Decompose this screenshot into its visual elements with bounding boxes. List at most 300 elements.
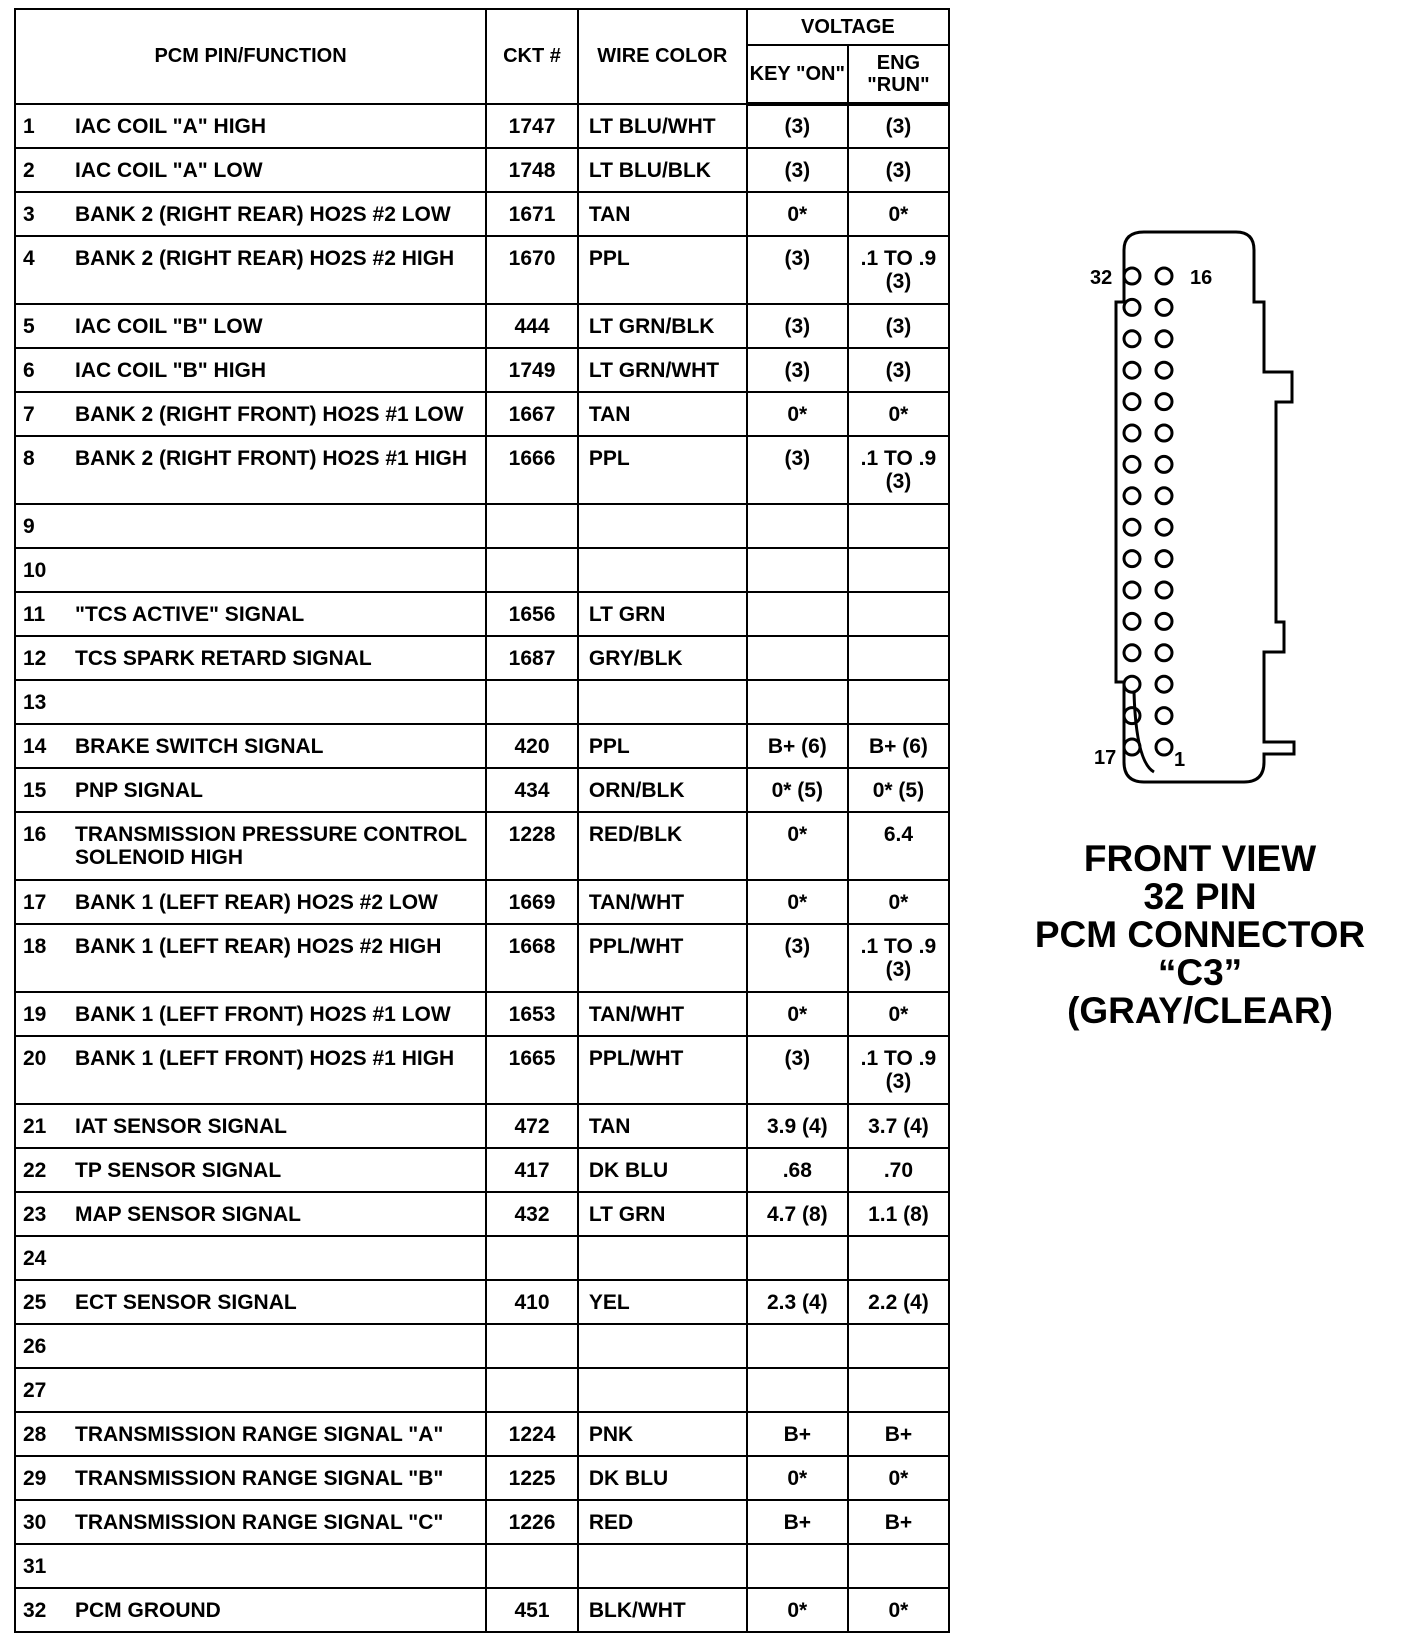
voltage-key-on: (3) xyxy=(747,436,848,504)
pin-table xyxy=(14,8,950,1633)
wire-color xyxy=(578,1236,747,1280)
pin-function: PCM GROUND xyxy=(75,1598,221,1622)
wire-color: TAN/WHT xyxy=(578,992,747,1036)
pin-number: 19 xyxy=(23,1002,47,1026)
pin-hole xyxy=(1156,613,1172,629)
voltage-eng-run: (3) xyxy=(848,348,949,392)
table-row xyxy=(15,304,949,348)
voltage-key-on: (3) xyxy=(747,304,848,348)
table-row xyxy=(15,236,949,304)
voltage-eng-run: 2.2 (4) xyxy=(848,1280,949,1324)
pin-label-1: 1 xyxy=(1174,749,1186,771)
voltage-key-on xyxy=(747,636,848,680)
circuit-number: 1225 xyxy=(486,1456,578,1500)
circuit-number: 1747 xyxy=(486,104,578,148)
pin-hole xyxy=(1124,394,1140,410)
pin-hole xyxy=(1124,268,1140,284)
pin-function: TRANSMISSION PRESSURE CONTROL SOLENOID HIGH xyxy=(75,823,467,869)
voltage-key-on: (3) xyxy=(747,104,848,148)
pin-number: 30 xyxy=(23,1510,47,1534)
pin-number: 22 xyxy=(23,1158,47,1182)
wire-color: LT BLU/BLK xyxy=(578,148,747,192)
pin-hole xyxy=(1156,582,1172,598)
voltage-key-on: (3) xyxy=(747,924,848,992)
pin-hole xyxy=(1156,362,1172,378)
circuit-number: 1668 xyxy=(486,924,578,992)
pin-cell xyxy=(15,636,486,680)
voltage-eng-run: 0* xyxy=(848,192,949,236)
voltage-eng-run xyxy=(848,636,949,680)
pin-number: 28 xyxy=(23,1422,47,1446)
wire-color: PPL/WHT xyxy=(578,1036,747,1104)
pin-hole xyxy=(1156,519,1172,535)
pin-number: 18 xyxy=(23,935,47,958)
table-row xyxy=(15,1544,949,1588)
table-row xyxy=(15,724,949,768)
table-row xyxy=(15,1588,949,1632)
pin-number: 20 xyxy=(23,1047,47,1070)
pin-number: 4 xyxy=(23,247,35,270)
wire-color xyxy=(578,1544,747,1588)
pin-number: 16 xyxy=(23,823,47,846)
pin-function: TRANSMISSION RANGE SIGNAL "A" xyxy=(75,1422,444,1446)
pin-cell xyxy=(15,192,486,236)
circuit-number: 1666 xyxy=(486,436,578,504)
voltage-eng-run: 3.7 (4) xyxy=(848,1104,949,1148)
table-row xyxy=(15,592,949,636)
circuit-number: 420 xyxy=(486,724,578,768)
pin-cell xyxy=(15,1544,486,1588)
voltage-key-on xyxy=(747,1544,848,1588)
pin-cell xyxy=(15,104,486,148)
pin-number: 23 xyxy=(23,1202,47,1226)
voltage-key-on: 0* xyxy=(747,880,848,924)
wire-color: TAN/WHT xyxy=(578,880,747,924)
connector-title-line: PCM CONNECTOR xyxy=(1034,914,1366,955)
table-row xyxy=(15,1412,949,1456)
pin-cell xyxy=(15,1280,486,1324)
circuit-number: 1670 xyxy=(486,236,578,304)
wire-color: LT BLU/WHT xyxy=(578,104,747,148)
wire-color xyxy=(578,548,747,592)
circuit-number: 410 xyxy=(486,1280,578,1324)
wire-color xyxy=(578,1324,747,1368)
voltage-key-on: .68 xyxy=(747,1148,848,1192)
pin-number: 29 xyxy=(23,1466,47,1490)
pin-number: 15 xyxy=(23,778,47,802)
pin-hole xyxy=(1156,708,1172,724)
circuit-number: 1749 xyxy=(486,348,578,392)
voltage-key-on: 2.3 (4) xyxy=(747,1280,848,1324)
wire-color: TAN xyxy=(578,392,747,436)
voltage-eng-run: 0* xyxy=(848,992,949,1036)
circuit-number xyxy=(486,504,578,548)
table-row xyxy=(15,392,949,436)
table-row xyxy=(15,636,949,680)
voltage-eng-run: .70 xyxy=(848,1148,949,1192)
pin-function: BRAKE SWITCH SIGNAL xyxy=(75,734,324,758)
voltage-eng-run: .1 TO .9 (3) xyxy=(848,436,949,504)
voltage-key-on xyxy=(747,548,848,592)
circuit-number: 434 xyxy=(486,768,578,812)
table-row xyxy=(15,436,949,504)
voltage-key-on xyxy=(747,592,848,636)
pin-function: BANK 1 (LEFT FRONT) HO2S #1 HIGH xyxy=(75,1047,455,1070)
pin-number: 6 xyxy=(23,358,35,382)
wire-color: LT GRN xyxy=(578,1192,747,1236)
circuit-number: 432 xyxy=(486,1192,578,1236)
circuit-number: 1653 xyxy=(486,992,578,1036)
voltage-key-on: (3) xyxy=(747,236,848,304)
pin-number: 2 xyxy=(23,158,35,182)
pin-cell xyxy=(15,236,486,304)
pin-cell xyxy=(15,504,486,548)
connector-title-line: “C3” xyxy=(1157,952,1243,993)
voltage-eng-run: B+ xyxy=(848,1500,949,1544)
pin-cell xyxy=(15,1500,486,1544)
circuit-number: 472 xyxy=(486,1104,578,1148)
voltage-key-on xyxy=(747,1236,848,1280)
pin-function: TRANSMISSION RANGE SIGNAL "B" xyxy=(75,1466,444,1490)
pin-number: 10 xyxy=(23,558,47,582)
pin-number: 7 xyxy=(23,402,35,426)
header-key-on: KEY "ON" xyxy=(747,45,848,104)
pin-number: 9 xyxy=(23,514,35,538)
pin-number: 25 xyxy=(23,1290,47,1314)
voltage-eng-run: 1.1 (8) xyxy=(848,1192,949,1236)
voltage-key-on: 3.9 (4) xyxy=(747,1104,848,1148)
table-row xyxy=(15,548,949,592)
pin-hole xyxy=(1156,739,1172,755)
voltage-key-on: B+ xyxy=(747,1412,848,1456)
pin-cell xyxy=(15,768,486,812)
voltage-eng-run: B+ xyxy=(848,1412,949,1456)
pin-label-16: 16 xyxy=(1190,267,1213,289)
pin-cell xyxy=(15,592,486,636)
pin-hole xyxy=(1124,456,1140,472)
voltage-eng-run xyxy=(848,680,949,724)
pin-number: 27 xyxy=(23,1378,47,1402)
circuit-number: 417 xyxy=(486,1148,578,1192)
pin-function: TRANSMISSION RANGE SIGNAL "C" xyxy=(75,1510,444,1534)
pin-hole xyxy=(1124,331,1140,347)
voltage-eng-run xyxy=(848,1368,949,1412)
pin-label-17: 17 xyxy=(1094,747,1117,769)
circuit-number: 1656 xyxy=(486,592,578,636)
pin-cell xyxy=(15,1148,486,1192)
connector-title-line: FRONT VIEW xyxy=(1083,838,1317,879)
pin-cell xyxy=(15,1036,486,1104)
pin-cell xyxy=(15,1324,486,1368)
pin-cell xyxy=(15,812,486,880)
table-row xyxy=(15,192,949,236)
pin-rows xyxy=(15,104,949,1632)
voltage-key-on: 0* xyxy=(747,392,848,436)
circuit-number: 444 xyxy=(486,304,578,348)
voltage-key-on: (3) xyxy=(747,348,848,392)
pin-number: 17 xyxy=(23,890,47,914)
pin-number: 24 xyxy=(23,1246,47,1270)
voltage-eng-run xyxy=(848,1544,949,1588)
circuit-number: 1671 xyxy=(486,192,578,236)
voltage-key-on xyxy=(747,1368,848,1412)
wire-color: ORN/BLK xyxy=(578,768,747,812)
header-ckt: CKT # xyxy=(486,9,578,104)
wire-color: PPL xyxy=(578,724,747,768)
pin-function: BANK 2 (RIGHT FRONT) HO2S #1 HIGH xyxy=(75,447,468,470)
circuit-number xyxy=(486,1324,578,1368)
pin-function: "TCS ACTIVE" SIGNAL xyxy=(75,602,305,626)
wire-color: DK BLU xyxy=(578,1148,747,1192)
table-row xyxy=(15,992,949,1036)
pin-hole xyxy=(1124,739,1140,755)
connector-diagram xyxy=(1086,228,1336,828)
voltage-key-on: B+ xyxy=(747,1500,848,1544)
voltage-eng-run: 0* xyxy=(848,880,949,924)
pin-cell xyxy=(15,392,486,436)
circuit-number xyxy=(486,680,578,724)
circuit-number: 451 xyxy=(486,1588,578,1632)
wire-color: DK BLU xyxy=(578,1456,747,1500)
table-row xyxy=(15,504,949,548)
pin-hole xyxy=(1124,613,1140,629)
pin-hole xyxy=(1124,708,1140,724)
header-wire-color: WIRE COLOR xyxy=(578,9,747,104)
wire-color xyxy=(578,1368,747,1412)
pin-label-32: 32 xyxy=(1090,267,1113,289)
wire-color: GRY/BLK xyxy=(578,636,747,680)
pin-number: 1 xyxy=(23,114,35,138)
pin-cell xyxy=(15,148,486,192)
wire-color: PPL xyxy=(578,236,747,304)
pin-number: 11 xyxy=(23,602,46,626)
pin-number: 13 xyxy=(23,690,47,714)
pin-cell xyxy=(15,304,486,348)
voltage-key-on: 0* (5) xyxy=(747,768,848,812)
wire-color: RED/BLK xyxy=(578,812,747,880)
voltage-key-on xyxy=(747,680,848,724)
wire-color: PNK xyxy=(578,1412,747,1456)
table-row xyxy=(15,104,949,148)
voltage-eng-run: .1 TO .9 (3) xyxy=(848,1036,949,1104)
pin-number: 31 xyxy=(23,1554,47,1578)
wire-color: TAN xyxy=(578,192,747,236)
table-row xyxy=(15,1500,949,1544)
voltage-eng-run xyxy=(848,504,949,548)
voltage-key-on xyxy=(747,1324,848,1368)
pin-hole xyxy=(1156,676,1172,692)
wire-color: RED xyxy=(578,1500,747,1544)
table-row xyxy=(15,1192,949,1236)
voltage-eng-run xyxy=(848,1324,949,1368)
pin-cell xyxy=(15,1412,486,1456)
pin-hole xyxy=(1124,551,1140,567)
pin-function: ECT SENSOR SIGNAL xyxy=(75,1290,297,1314)
pin-hole xyxy=(1156,331,1172,347)
wire-color: LT GRN/BLK xyxy=(578,304,747,348)
pin-number: 12 xyxy=(23,646,47,670)
pin-number: 8 xyxy=(23,447,35,470)
voltage-eng-run: (3) xyxy=(848,304,949,348)
pin-cell xyxy=(15,1236,486,1280)
pin-function: IAT SENSOR SIGNAL xyxy=(75,1114,287,1138)
table-row xyxy=(15,880,949,924)
pin-hole xyxy=(1124,362,1140,378)
voltage-eng-run: (3) xyxy=(848,104,949,148)
pin-hole xyxy=(1156,268,1172,284)
connector-title-line: (GRAY/CLEAR) xyxy=(1067,990,1333,1031)
voltage-key-on: B+ (6) xyxy=(747,724,848,768)
wire-color: PPL xyxy=(578,436,747,504)
wire-color: BLK/WHT xyxy=(578,1588,747,1632)
connector-title-line: 32 PIN xyxy=(1143,876,1257,917)
wire-color: LT GRN/WHT xyxy=(578,348,747,392)
pin-hole xyxy=(1156,551,1172,567)
circuit-number: 1667 xyxy=(486,392,578,436)
pin-function: IAC COIL "A" HIGH xyxy=(75,114,267,138)
circuit-number xyxy=(486,1236,578,1280)
pin-cell xyxy=(15,724,486,768)
pin-function: BANK 2 (RIGHT REAR) HO2S #2 LOW xyxy=(75,202,451,226)
table-row xyxy=(15,1368,949,1412)
pin-function: BANK 2 (RIGHT REAR) HO2S #2 HIGH xyxy=(75,247,455,270)
voltage-key-on xyxy=(747,504,848,548)
header-voltage: VOLTAGE xyxy=(747,9,949,45)
pin-cell xyxy=(15,924,486,992)
circuit-number xyxy=(486,548,578,592)
voltage-eng-run xyxy=(848,1236,949,1280)
connector-outline xyxy=(1116,232,1294,782)
pin-cell xyxy=(15,992,486,1036)
voltage-eng-run: 6.4 xyxy=(848,812,949,880)
pin-cell xyxy=(15,880,486,924)
table-row xyxy=(15,1236,949,1280)
pin-function: IAC COIL "B" LOW xyxy=(75,314,263,338)
pin-function: TP SENSOR SIGNAL xyxy=(75,1158,282,1182)
pin-function: BANK 2 (RIGHT FRONT) HO2S #1 LOW xyxy=(75,402,464,426)
voltage-key-on: (3) xyxy=(747,1036,848,1104)
pin-cell xyxy=(15,1368,486,1412)
pin-function: PNP SIGNAL xyxy=(75,778,203,802)
circuit-number: 1224 xyxy=(486,1412,578,1456)
pin-number: 21 xyxy=(23,1114,47,1138)
circuit-number xyxy=(486,1368,578,1412)
pin-function: TCS SPARK RETARD SIGNAL xyxy=(75,646,372,670)
wire-color: LT GRN xyxy=(578,592,747,636)
circuit-number: 1226 xyxy=(486,1500,578,1544)
table-row xyxy=(15,812,949,880)
circuit-number: 1228 xyxy=(486,812,578,880)
header-eng-run: ENG "RUN" xyxy=(848,45,949,104)
voltage-key-on: 0* xyxy=(747,812,848,880)
pin-hole xyxy=(1124,488,1140,504)
pin-function: MAP SENSOR SIGNAL xyxy=(75,1202,301,1226)
pin-number: 32 xyxy=(23,1598,47,1622)
circuit-number xyxy=(486,1544,578,1588)
table-row xyxy=(15,348,949,392)
pin-cell xyxy=(15,348,486,392)
circuit-number: 1665 xyxy=(486,1036,578,1104)
wire-color xyxy=(578,680,747,724)
table-row xyxy=(15,1104,949,1148)
pin-function: IAC COIL "B" HIGH xyxy=(75,358,267,382)
pin-number: 5 xyxy=(23,314,35,338)
wire-color xyxy=(578,504,747,548)
pin-hole xyxy=(1124,519,1140,535)
pin-hole xyxy=(1124,425,1140,441)
pin-function: IAC COIL "A" LOW xyxy=(75,158,263,182)
voltage-eng-run xyxy=(848,592,949,636)
voltage-eng-run: (3) xyxy=(848,148,949,192)
circuit-number: 1748 xyxy=(486,148,578,192)
pin-hole xyxy=(1156,456,1172,472)
voltage-eng-run xyxy=(848,548,949,592)
pin-hole xyxy=(1124,582,1140,598)
connector-title xyxy=(1010,840,1390,1030)
table-row xyxy=(15,924,949,992)
pin-cell xyxy=(15,1192,486,1236)
pin-function: BANK 1 (LEFT FRONT) HO2S #1 LOW xyxy=(75,1002,451,1026)
pin-cell xyxy=(15,548,486,592)
wire-color: PPL/WHT xyxy=(578,924,747,992)
voltage-key-on: 0* xyxy=(747,1588,848,1632)
voltage-key-on: (3) xyxy=(747,148,848,192)
voltage-eng-run: B+ (6) xyxy=(848,724,949,768)
table-row xyxy=(15,1148,949,1192)
table-row xyxy=(15,680,949,724)
voltage-key-on: 4.7 (8) xyxy=(747,1192,848,1236)
voltage-eng-run: 0* xyxy=(848,392,949,436)
pin-cell xyxy=(15,436,486,504)
pin-holes xyxy=(1124,268,1172,755)
pin-hole xyxy=(1156,394,1172,410)
table-row xyxy=(15,1324,949,1368)
wire-color: YEL xyxy=(578,1280,747,1324)
header-pin-function: PCM PIN/FUNCTION xyxy=(15,9,486,104)
pin-hole xyxy=(1156,488,1172,504)
pin-hole xyxy=(1156,425,1172,441)
pin-number: 14 xyxy=(23,734,47,758)
pin-hole xyxy=(1124,645,1140,661)
pin-cell xyxy=(15,1588,486,1632)
wire-color: TAN xyxy=(578,1104,747,1148)
pin-hole xyxy=(1156,645,1172,661)
voltage-eng-run: .1 TO .9 (3) xyxy=(848,924,949,992)
circuit-number: 1669 xyxy=(486,880,578,924)
voltage-eng-run: 0* xyxy=(848,1456,949,1500)
pin-cell xyxy=(15,1456,486,1500)
voltage-eng-run: 0* xyxy=(848,1588,949,1632)
pin-number: 26 xyxy=(23,1334,47,1358)
pin-cell xyxy=(15,680,486,724)
table-row xyxy=(15,148,949,192)
circuit-number: 1687 xyxy=(486,636,578,680)
pin-hole xyxy=(1124,299,1140,315)
pin-cell xyxy=(15,1104,486,1148)
table-row xyxy=(15,1280,949,1324)
pin-function: BANK 1 (LEFT REAR) HO2S #2 HIGH xyxy=(75,935,442,958)
table-row xyxy=(15,768,949,812)
table-row xyxy=(15,1456,949,1500)
pin-hole xyxy=(1124,676,1140,692)
voltage-key-on: 0* xyxy=(747,1456,848,1500)
pin-hole xyxy=(1156,299,1172,315)
voltage-eng-run: .1 TO .9 (3) xyxy=(848,236,949,304)
voltage-eng-run: 0* (5) xyxy=(848,768,949,812)
pin-number: 3 xyxy=(23,202,35,226)
pin-function: BANK 1 (LEFT REAR) HO2S #2 LOW xyxy=(75,890,438,914)
table-row xyxy=(15,1036,949,1104)
